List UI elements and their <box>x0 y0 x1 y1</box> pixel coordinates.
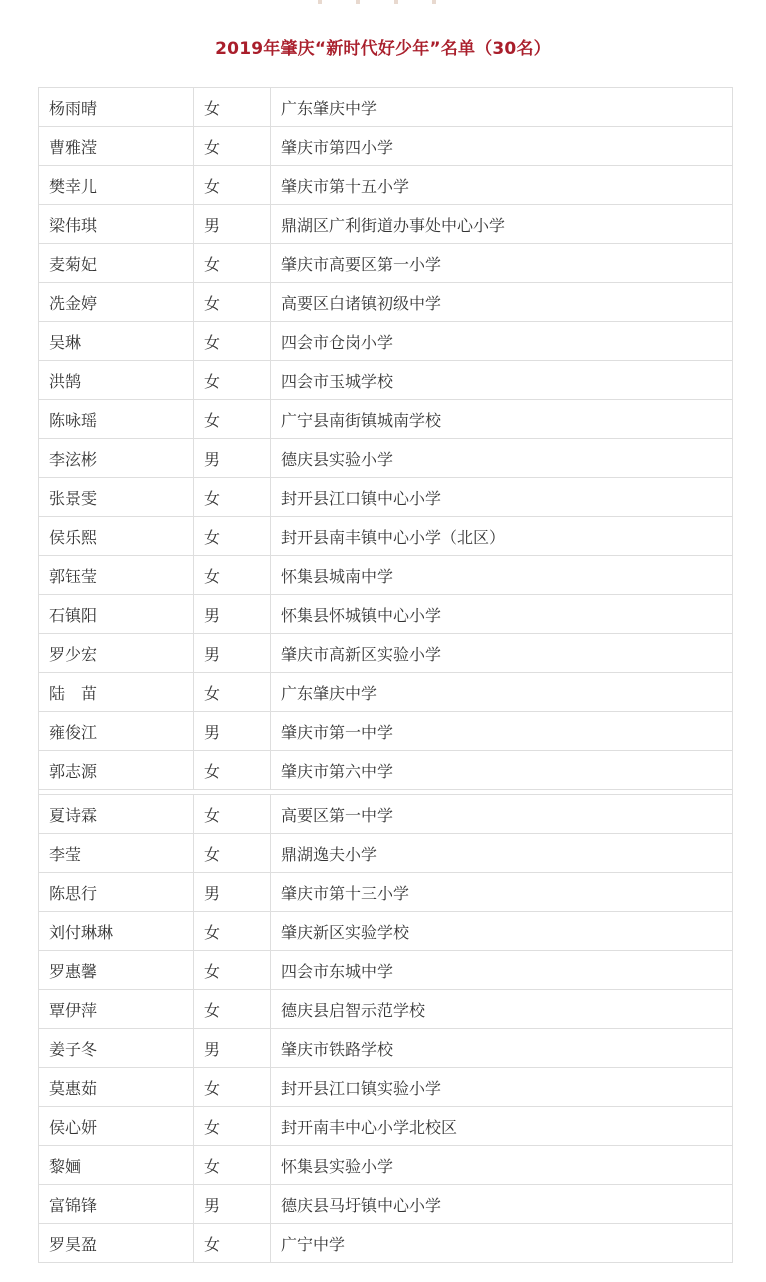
school-cell: 广宁中学 <box>271 1224 733 1263</box>
name-cell: 陈咏瑶 <box>39 400 194 439</box>
name-cell: 李泫彬 <box>39 439 194 478</box>
name-cell: 冼金婷 <box>39 283 194 322</box>
school-cell: 德庆县实验小学 <box>271 439 733 478</box>
gender-cell: 女 <box>194 127 271 166</box>
name-cell: 郭钰莹 <box>39 556 194 595</box>
school-cell: 封开南丰中心小学北校区 <box>271 1107 733 1146</box>
name-cell: 罗昊盈 <box>39 1224 194 1263</box>
school-cell: 封开县江口镇实验小学 <box>271 1068 733 1107</box>
school-cell: 德庆县启智示范学校 <box>271 990 733 1029</box>
school-cell: 四会市仓岗小学 <box>271 322 733 361</box>
table-row <box>39 712 733 751</box>
name-cell: 张景雯 <box>39 478 194 517</box>
gender-cell: 女 <box>194 322 271 361</box>
table-row <box>39 205 733 244</box>
table-row <box>39 244 733 283</box>
table-row <box>39 478 733 517</box>
school-cell: 肇庆新区实验学校 <box>271 912 733 951</box>
table-row <box>39 88 733 127</box>
page-title: 2019年肇庆“新时代好少年”名单（30名） <box>215 39 551 59</box>
gender-cell: 女 <box>194 912 271 951</box>
name-cell: 刘付琳琳 <box>39 912 194 951</box>
table-row <box>39 873 733 912</box>
gender-cell: 女 <box>194 751 271 790</box>
gender-cell: 女 <box>194 88 271 127</box>
gender-cell: 男 <box>194 595 271 634</box>
table-row <box>39 1029 733 1068</box>
gender-cell: 女 <box>194 795 271 834</box>
table-body <box>39 88 733 1263</box>
school-cell: 鼎湖逸夫小学 <box>271 834 733 873</box>
name-cell: 陆 苗 <box>39 673 194 712</box>
school-cell: 肇庆市高新区实验小学 <box>271 634 733 673</box>
school-cell: 封开县江口镇中心小学 <box>271 478 733 517</box>
table-row <box>39 1107 733 1146</box>
school-cell: 德庆县马圩镇中心小学 <box>271 1185 733 1224</box>
school-cell: 封开县南丰镇中心小学（北区） <box>271 517 733 556</box>
table-row <box>39 595 733 634</box>
name-cell: 侯乐熙 <box>39 517 194 556</box>
table-row <box>39 834 733 873</box>
table-row <box>39 1068 733 1107</box>
school-cell: 肇庆市第十五小学 <box>271 166 733 205</box>
school-cell: 四会市玉城学校 <box>271 361 733 400</box>
name-cell: 侯心妍 <box>39 1107 194 1146</box>
gender-cell: 女 <box>194 834 271 873</box>
table-row <box>39 1224 733 1263</box>
name-cell: 郭志源 <box>39 751 194 790</box>
table-row <box>39 361 733 400</box>
table-row <box>39 951 733 990</box>
school-cell: 四会市东城中学 <box>271 951 733 990</box>
school-cell: 鼎湖区广利街道办事处中心小学 <box>271 205 733 244</box>
name-cell: 莫惠茹 <box>39 1068 194 1107</box>
gender-cell: 男 <box>194 205 271 244</box>
table-row <box>39 439 733 478</box>
name-cell: 罗惠馨 <box>39 951 194 990</box>
name-cell: 梁伟琪 <box>39 205 194 244</box>
table-row <box>39 1146 733 1185</box>
name-cell: 雍俊江 <box>39 712 194 751</box>
gender-cell: 女 <box>194 951 271 990</box>
school-cell: 高要区第一中学 <box>271 795 733 834</box>
gender-cell: 女 <box>194 283 271 322</box>
school-cell: 肇庆市第一中学 <box>271 712 733 751</box>
table-row <box>39 912 733 951</box>
school-cell: 广东肇庆中学 <box>271 88 733 127</box>
gender-cell: 女 <box>194 1107 271 1146</box>
top-decoration <box>0 0 766 6</box>
school-cell: 肇庆市第四小学 <box>271 127 733 166</box>
school-cell: 肇庆市第十三小学 <box>271 873 733 912</box>
gender-cell: 女 <box>194 166 271 205</box>
gender-cell: 女 <box>194 244 271 283</box>
gender-cell: 女 <box>194 673 271 712</box>
table-row <box>39 990 733 1029</box>
table-row <box>39 283 733 322</box>
gender-cell: 女 <box>194 1224 271 1263</box>
gender-cell: 男 <box>194 712 271 751</box>
gender-cell: 女 <box>194 361 271 400</box>
decoration-dot <box>356 0 360 4</box>
name-cell: 李莹 <box>39 834 194 873</box>
gender-cell: 女 <box>194 478 271 517</box>
school-cell: 肇庆市高要区第一小学 <box>271 244 733 283</box>
table-row <box>39 400 733 439</box>
name-cell: 覃伊萍 <box>39 990 194 1029</box>
school-cell: 怀集县怀城镇中心小学 <box>271 595 733 634</box>
gender-cell: 女 <box>194 556 271 595</box>
table-row <box>39 517 733 556</box>
decoration-dot <box>432 0 436 4</box>
name-cell: 石镇阳 <box>39 595 194 634</box>
gender-cell: 男 <box>194 873 271 912</box>
school-cell: 肇庆市第六中学 <box>271 751 733 790</box>
table-row <box>39 751 733 790</box>
table-row <box>39 556 733 595</box>
name-cell: 吴琳 <box>39 322 194 361</box>
table-row <box>39 795 733 834</box>
school-cell: 高要区白诸镇初级中学 <box>271 283 733 322</box>
table-row <box>39 1185 733 1224</box>
honoree-table <box>38 87 733 1263</box>
school-cell: 怀集县城南中学 <box>271 556 733 595</box>
table-row <box>39 127 733 166</box>
school-cell: 广东肇庆中学 <box>271 673 733 712</box>
name-cell: 麦菊妃 <box>39 244 194 283</box>
name-cell: 樊幸儿 <box>39 166 194 205</box>
name-cell: 罗少宏 <box>39 634 194 673</box>
gender-cell: 男 <box>194 634 271 673</box>
name-cell: 黎婳 <box>39 1146 194 1185</box>
gender-cell: 男 <box>194 439 271 478</box>
name-cell: 陈思行 <box>39 873 194 912</box>
name-cell: 富锦锋 <box>39 1185 194 1224</box>
name-cell: 洪鹄 <box>39 361 194 400</box>
decoration-dot <box>394 0 398 4</box>
gender-cell: 女 <box>194 990 271 1029</box>
table-row <box>39 634 733 673</box>
name-cell: 夏诗霖 <box>39 795 194 834</box>
gender-cell: 男 <box>194 1029 271 1068</box>
table-row <box>39 166 733 205</box>
gender-cell: 女 <box>194 400 271 439</box>
name-cell: 曹雅滢 <box>39 127 194 166</box>
name-cell: 杨雨晴 <box>39 88 194 127</box>
table-row <box>39 322 733 361</box>
decoration-dot <box>318 0 322 4</box>
school-cell: 广宁县南街镇城南学校 <box>271 400 733 439</box>
gender-cell: 女 <box>194 517 271 556</box>
gender-cell: 男 <box>194 1185 271 1224</box>
gender-cell: 女 <box>194 1146 271 1185</box>
school-cell: 肇庆市铁路学校 <box>271 1029 733 1068</box>
gender-cell: 女 <box>194 1068 271 1107</box>
name-cell: 姜子冬 <box>39 1029 194 1068</box>
table-row <box>39 673 733 712</box>
school-cell: 怀集县实验小学 <box>271 1146 733 1185</box>
